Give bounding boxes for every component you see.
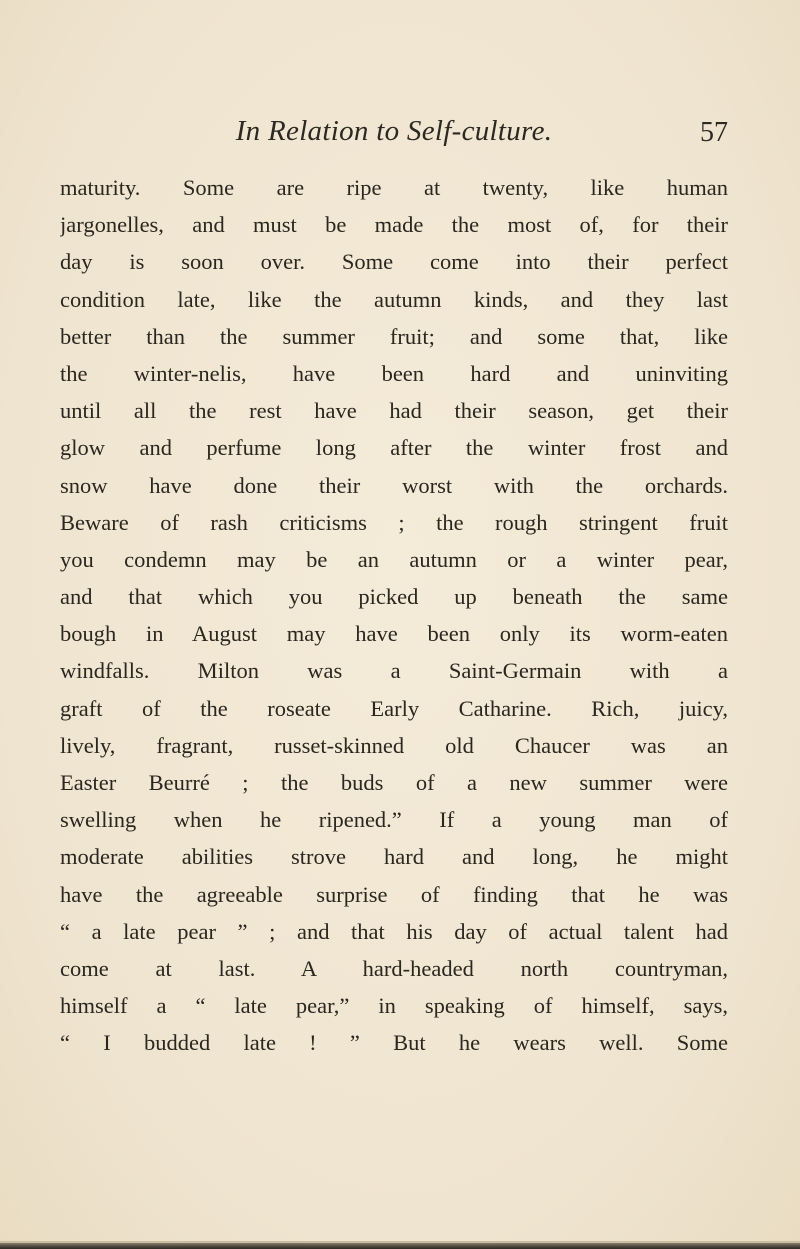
text-line: swelling when he ripened.” If a young man of	[60, 807, 728, 833]
text-line: snow have done their worst with the orchards.	[60, 472, 728, 498]
text-line: until all the rest have had their season, get their	[60, 398, 728, 424]
text-line: glow and perfume long after the winter frost and	[60, 435, 728, 461]
text-line: day is soon over. Some come into their perfect	[60, 249, 728, 275]
text-line: and that which you picked up beneath the same	[60, 584, 728, 610]
text-line: moderate abilities strove hard and long, he might	[60, 844, 728, 870]
text-line: windfalls. Milton was a Saint-Germain with a	[60, 658, 728, 684]
text-line: “ I budded late ! ” But he wears well. Some	[60, 1030, 728, 1056]
text-line: come at last. A hard-headed north countryman,	[60, 955, 728, 981]
page-number: 57	[700, 117, 728, 148]
text-line: Beware of rash criticisms ; the rough stringent fruit	[60, 509, 728, 535]
text-line: jargonelles, and must be made the most of, for their	[60, 212, 728, 238]
text-line: maturity. Some are ripe at twenty, like human	[60, 175, 728, 200]
running-head	[60, 113, 728, 153]
page-bottom-edge	[0, 1243, 800, 1249]
text-line: the winter-nelis, have been hard and uninviting	[60, 360, 728, 386]
text-line: have the agreeable surprise of finding that he was	[60, 881, 728, 907]
body-text	[60, 169, 728, 1062]
text-line: condition late, like the autumn kinds, and they last	[60, 286, 728, 312]
text-line: “ a late pear ” ; and that his day of actual talent had	[60, 918, 728, 944]
text-line: bough in August may have been only its worm-eaten	[60, 621, 728, 647]
text-line: better than the summer fruit; and some that, like	[60, 323, 728, 349]
text-line: graft of the roseate Early Catharine. Rich, juicy,	[60, 695, 728, 721]
text-line: himself a “ late pear,” in speaking of himself, says,	[60, 993, 728, 1019]
text-line: lively, fragrant, russet-skinned old Chaucer was an	[60, 732, 728, 758]
text-line: Easter Beurré ; the buds of a new summer were	[60, 770, 728, 795]
text-line: you condemn may be an autumn or a winter pear,	[60, 546, 728, 572]
running-head-title: In Relation to Self-culture.	[235, 115, 553, 147]
